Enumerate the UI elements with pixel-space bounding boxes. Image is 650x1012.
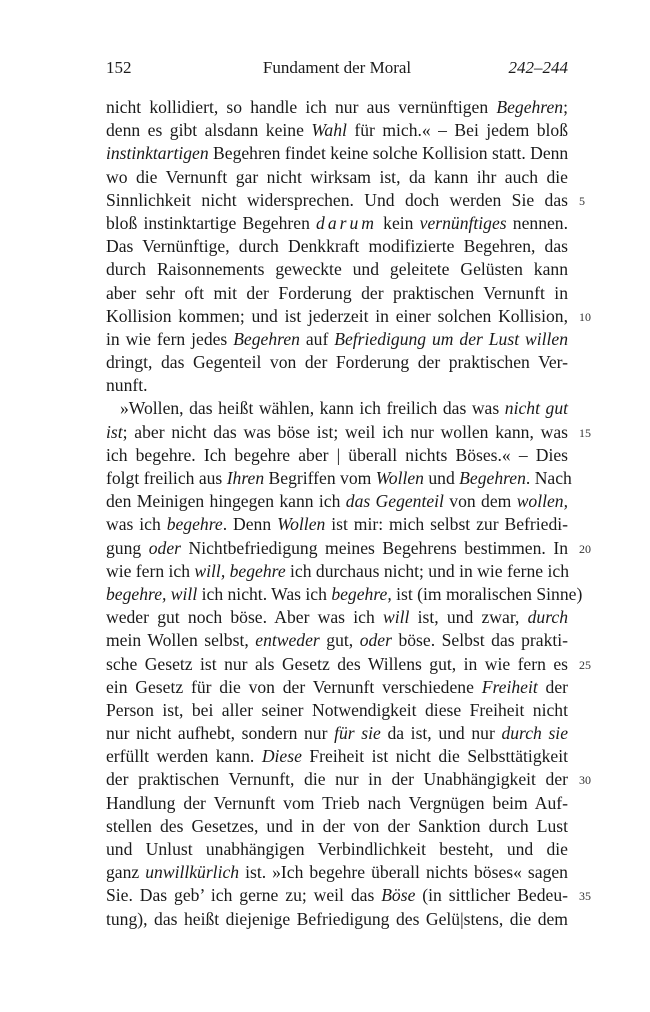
line-text	[106, 908, 568, 931]
text-run: in wie fern jedes	[106, 328, 234, 349]
text-line	[106, 606, 568, 629]
text-run: Sinnlichkeit nicht widersprechen. Und doch werden Sie das	[106, 189, 568, 210]
text-line	[106, 745, 568, 768]
text-line	[106, 328, 568, 351]
emphasis: durch	[527, 607, 569, 628]
text-run: da ist, und nur	[380, 723, 502, 744]
emphasis: will	[382, 607, 410, 628]
line-number: 35	[579, 889, 591, 904]
line-number: 10	[579, 309, 591, 324]
text-run: gung	[106, 537, 149, 558]
emphasis: wollen,	[516, 491, 568, 512]
text-line	[106, 908, 568, 931]
emphasis: instinktartigen	[106, 143, 209, 164]
text-run: ist mir: mich selbst zur Befriedi-	[325, 514, 568, 535]
line-text	[106, 142, 568, 165]
emphasis: ist	[106, 421, 123, 442]
page-reference: 242–244	[508, 58, 568, 77]
text-line	[106, 467, 572, 490]
text-run: Das Vernünftige, durch Denkkraft modifizierte Begehren, das	[106, 236, 568, 257]
text-run: bloß instinktartige Begehren	[106, 212, 317, 233]
text-line	[106, 421, 591, 444]
text-line	[106, 96, 568, 119]
line-number: 5	[579, 193, 585, 208]
text-run: Handlung der Vernunft vom Trieb nach Vergnügen beim Auf-	[106, 792, 568, 813]
text-line	[106, 838, 568, 861]
text-run: Sie. Das geb’ ich gerne zu; weil das	[106, 885, 382, 906]
line-text	[106, 397, 568, 420]
emphasis: das Gegenteil	[345, 491, 444, 512]
running-title: Fundament der Moral	[262, 58, 412, 77]
text-run: nur nicht aufhebt, sondern nur	[106, 723, 335, 744]
line-text	[106, 792, 568, 815]
text-run: ist, und zwar,	[409, 607, 528, 628]
text-run: was ich	[106, 514, 167, 535]
text-run: gut,	[319, 630, 360, 651]
text-line	[106, 282, 568, 305]
text-run: . Denn	[222, 514, 278, 535]
text-line	[106, 166, 568, 189]
text-line	[106, 235, 568, 258]
emphasis: Begehren	[496, 97, 564, 117]
text-line	[106, 305, 591, 328]
line-text	[106, 745, 568, 768]
emphasis: Wollen	[375, 468, 424, 488]
line-text	[106, 305, 568, 328]
line-number: 25	[579, 657, 591, 672]
text-run: ein Gesetz für die von der Vernunft verschiedene	[106, 676, 482, 697]
text-line	[106, 722, 568, 745]
text-run: für mich.« – Bei jedem bloß	[346, 120, 569, 141]
emphasis: entweder	[255, 630, 320, 651]
text-run: sche Gesetz ist nur als Gesetz des Willens gut, in wie fern es	[106, 653, 568, 674]
text-line	[106, 351, 568, 374]
text-run: Freiheit ist nicht die Selbsttätigkeit	[301, 746, 568, 767]
line-number: 30	[579, 773, 591, 788]
line-text	[106, 212, 568, 235]
emphasis: Wahl	[311, 120, 347, 141]
text-line	[106, 374, 568, 397]
text-run: wo die Vernunft gar nicht wirksam ist, da kann ihr auch die	[106, 166, 568, 187]
line-text	[106, 166, 568, 189]
text-run: böse. Selbst das prakti-	[391, 630, 569, 651]
text-line	[106, 537, 591, 560]
text-run: der	[537, 676, 568, 697]
text-line	[106, 258, 568, 281]
line-text	[106, 258, 568, 281]
text-run: dringt, das Gegenteil von der Forderung der praktischen Ver-	[106, 352, 568, 373]
text-run: der praktischen Vernunft, die nur in der Unabhängigkeit der	[106, 769, 568, 790]
text-run: nunft.	[106, 375, 148, 396]
line-text	[106, 676, 568, 699]
text-run: ;	[563, 97, 568, 117]
emphasis: vernünftiges	[419, 212, 507, 233]
line-text	[106, 189, 568, 212]
line-text	[106, 235, 568, 258]
text-run: Nichtbefriedigung meines Begehrens bestimmen. In	[180, 537, 568, 558]
emphasis: Begehren	[459, 468, 526, 488]
line-text	[106, 768, 568, 791]
text-line	[106, 490, 568, 513]
text-run: Kollision kommen; und ist jederzeit in einer solchen Kollision,	[106, 305, 568, 326]
text-body	[106, 96, 591, 931]
text-line	[106, 142, 568, 165]
text-run: Begriffen vom	[264, 468, 376, 488]
text-run: und Unlust unabhängigen Verbindlichkeit besteht, und die	[106, 839, 568, 859]
text-run: ganz	[106, 862, 146, 883]
emphasis: durch sie	[501, 723, 569, 744]
line-text	[106, 119, 568, 142]
emphasis: Wollen	[277, 514, 326, 535]
text-line	[106, 444, 568, 467]
text-run: Begehren findet keine solche Kollision statt. Denn	[208, 143, 569, 164]
line-text	[106, 421, 568, 444]
text-run: und	[423, 468, 460, 488]
text-run: von dem	[443, 491, 517, 512]
emphasis: oder	[148, 537, 181, 558]
emphasis: oder	[359, 630, 392, 651]
text-line	[106, 768, 591, 791]
emphasis: für sie	[334, 723, 381, 744]
line-text	[106, 884, 568, 907]
line-text	[106, 629, 568, 652]
line-text	[106, 653, 568, 676]
emphasis: Ihren	[226, 468, 265, 488]
text-line	[106, 792, 568, 815]
text-line	[106, 119, 568, 142]
emphasis: begehre, will	[106, 583, 198, 604]
emphasis: Befriedigung um der Lust willen	[334, 328, 568, 349]
emphasis: Diese	[261, 746, 302, 767]
emphasis: unwillkürlich	[145, 862, 240, 883]
emphasis: begehre,	[331, 583, 392, 604]
text-line	[106, 212, 568, 235]
emphasis: Begehren	[233, 328, 300, 349]
text-run: ich nicht. Was ich	[197, 583, 332, 604]
text-run: kein	[377, 212, 420, 233]
line-number: 20	[579, 541, 591, 556]
text-run: auf	[299, 328, 335, 349]
text-run: . Nach	[525, 468, 572, 488]
text-line	[106, 560, 568, 583]
line-text	[106, 374, 568, 397]
text-run: weder gut noch böse. Aber was ich	[106, 607, 383, 628]
text-run: ist. »Ich begehre überall nichts böses« sagen	[239, 862, 568, 883]
text-line	[106, 861, 568, 884]
text-run: stellen des Gesetzes, und in der von der Sanktion durch Lust	[106, 815, 568, 836]
line-text	[106, 815, 568, 838]
line-text	[106, 96, 568, 119]
line-text	[106, 606, 568, 629]
line-text	[106, 699, 568, 722]
text-line	[106, 884, 591, 907]
text-run: den Meinigen hingegen kann ich	[106, 491, 346, 512]
text-run: mein Wollen selbst,	[106, 630, 256, 651]
text-line	[106, 699, 568, 722]
emphasis: nicht gut	[504, 398, 569, 419]
text-run: ich begehre. Ich begehre aber | überall nichts Böses.« – Dies	[106, 444, 568, 465]
text-line	[106, 629, 568, 652]
line-text	[106, 490, 568, 513]
text-run: ; aber nicht das was böse ist; weil ich nur wollen kann, was	[122, 421, 568, 442]
emphasis: Böse	[381, 885, 416, 906]
line-text	[106, 722, 568, 745]
text-line	[106, 653, 591, 676]
text-run: nennen.	[506, 212, 568, 233]
line-text	[106, 444, 568, 467]
line-text	[106, 513, 568, 536]
page-number: 152	[106, 58, 132, 77]
text-line	[106, 397, 568, 420]
text-line	[106, 583, 583, 606]
line-text	[106, 282, 568, 305]
emphasis: begehre	[166, 514, 223, 535]
text-run: aber sehr oft mit der Forderung der praktischen Vernunft in	[106, 282, 568, 303]
text-run: wie fern ich	[106, 560, 195, 581]
text-line	[106, 513, 568, 536]
line-text	[106, 328, 568, 351]
text-run: durch Raisonnements geweckte und geleitete Gelüsten kann	[106, 259, 568, 280]
text-line	[106, 189, 585, 212]
text-line	[106, 815, 568, 838]
text-run: Person ist, bei aller seiner Notwendigkeit diese Freiheit nicht	[106, 699, 568, 720]
text-run: ich durchaus nicht; und in wie ferne ich	[285, 560, 570, 581]
text-run: tung), das heißt diejenige Befriedigung des Gelü|stens, die dem	[106, 908, 568, 929]
text-run: »Wollen, das heißt wählen, kann ich freilich das was	[120, 398, 505, 419]
line-text	[106, 861, 568, 884]
text-run: (in sittlicher Bedeu-	[415, 885, 568, 906]
text-line	[106, 676, 568, 699]
spaced-emphasis: darum	[316, 212, 377, 233]
line-text	[106, 467, 572, 490]
line-text	[106, 560, 568, 583]
text-run: erfüllt werden kann.	[106, 746, 262, 767]
running-header	[106, 58, 568, 84]
line-text	[106, 537, 568, 560]
text-run: nicht kollidiert, so handle ich nur aus vernünftigen	[106, 97, 497, 117]
line-text	[106, 583, 583, 606]
text-run: folgt freilich aus	[106, 468, 227, 488]
line-text	[106, 351, 568, 374]
line-text	[106, 838, 568, 861]
line-number: 15	[579, 425, 591, 440]
text-run: denn es gibt alsdann keine	[106, 120, 312, 141]
emphasis: Freiheit	[481, 676, 538, 697]
emphasis: will, begehre	[194, 560, 286, 581]
text-run: ist (im moralischen Sinne)	[391, 583, 583, 604]
